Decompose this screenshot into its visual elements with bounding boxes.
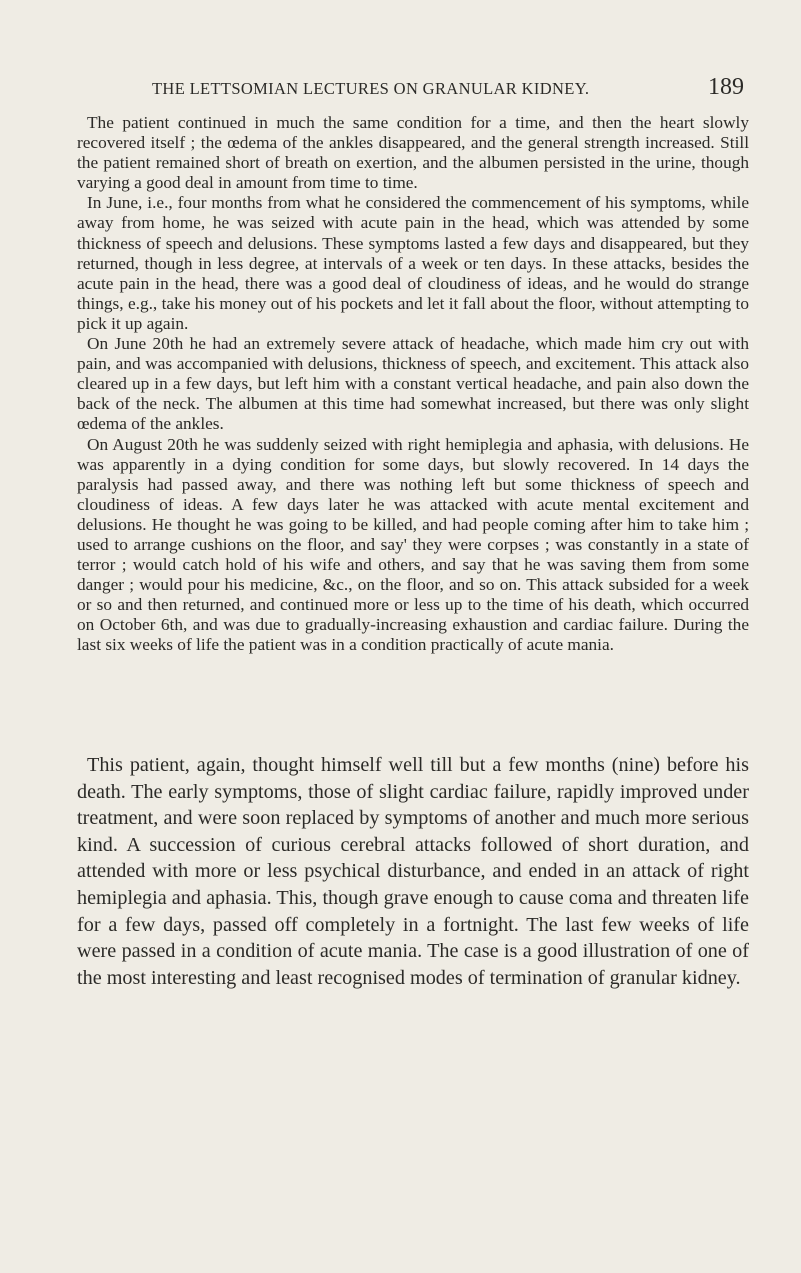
running-title: THE LETTSOMIAN LECTURES ON GRANULAR KIDNEY. [152, 79, 590, 98]
case-paragraph: The patient continued in much the same condition for a time, and then the heart slowly recovered itself ; the œdema of the ankles disappeared, and the general strength increased. Still the patient remained short of breath on exertion, and the albumen persisted in the urine, though varying a good deal in amount from time to time. [77, 113, 749, 193]
case-paragraph: On June 20th he had an extremely severe attack of headache, which made him cry out with pain, and was accompanied with delusions, thickness of speech, and excitement. This attack also cleared up in a few days, but left him with a constant vertical headache, and pain also down the back of the neck. The albumen at this time had somewhat increased, but there was only slight œdema of the ankles. [77, 334, 749, 434]
commentary-paragraph: This patient, again, thought himself well till but a few months (nine) before his death. The early symptoms, those of slight cardiac failure, rapidly improved under treatment, and were soon replaced by symptoms of another and much more serious kind. A succession of curious cerebral attacks followed of short duration, and attended with more or less psychical disturbance, and ended in an attack of right hemiplegia and aphasia. This, though grave enough to cause coma and threaten life for a few days, passed off completely in a fortnight. The last few weeks of life were passed in a condition of acute mania. The case is a good illustration of one of the most interesting and least recognised modes of termination of granular kidney. [77, 754, 749, 989]
case-paragraph: On August 20th he was suddenly seized with right hemiplegia and aphasia, with delusions. He was apparently in a dying condition for some days, but slowly recovered. In 14 days the paralysis had passed away, and there was nothing left but some thickness of speech and cloudiness of ideas. A few days later he was attacked with acute mental excitement and delusions. He thought he was going to be killed, and had people coming after him to take him ; used to arrange cushions on the floor, and say' they were corpses ; was constantly in a state of terror ; would catch hold of his wife and others, and say that he was saving them from some danger ; would pour his medicine, &c., on the floor, and so on. This attack subsided for a week or so and then returned, and continued more or less up to the time of his death, which occurred on October 6th, and was due to gradually-increasing exhaustion and cardiac failure. During the last six weeks of life the patient was in a condition practically of acute mania. [77, 434, 749, 655]
page-number: 189 [708, 74, 744, 100]
commentary [77, 752, 749, 991]
running-header [152, 74, 744, 101]
case-paragraph: In June, i.e., four months from what he considered the commencement of his symptoms, while away from home, he was seized with acute pain in the head, which was attended by some thickness of speech and delusions. These symptoms lasted a few days and disappeared, but they returned, though in less degree, at intervals of a week or ten days. In these attacks, besides the acute pain in the head, there was a good deal of cloudiness of ideas, and he would do strange things, e.g., take his money out of his pockets and let it fall about the floor, without attempting to pick it up again. [77, 193, 749, 333]
case-notes [77, 113, 749, 656]
